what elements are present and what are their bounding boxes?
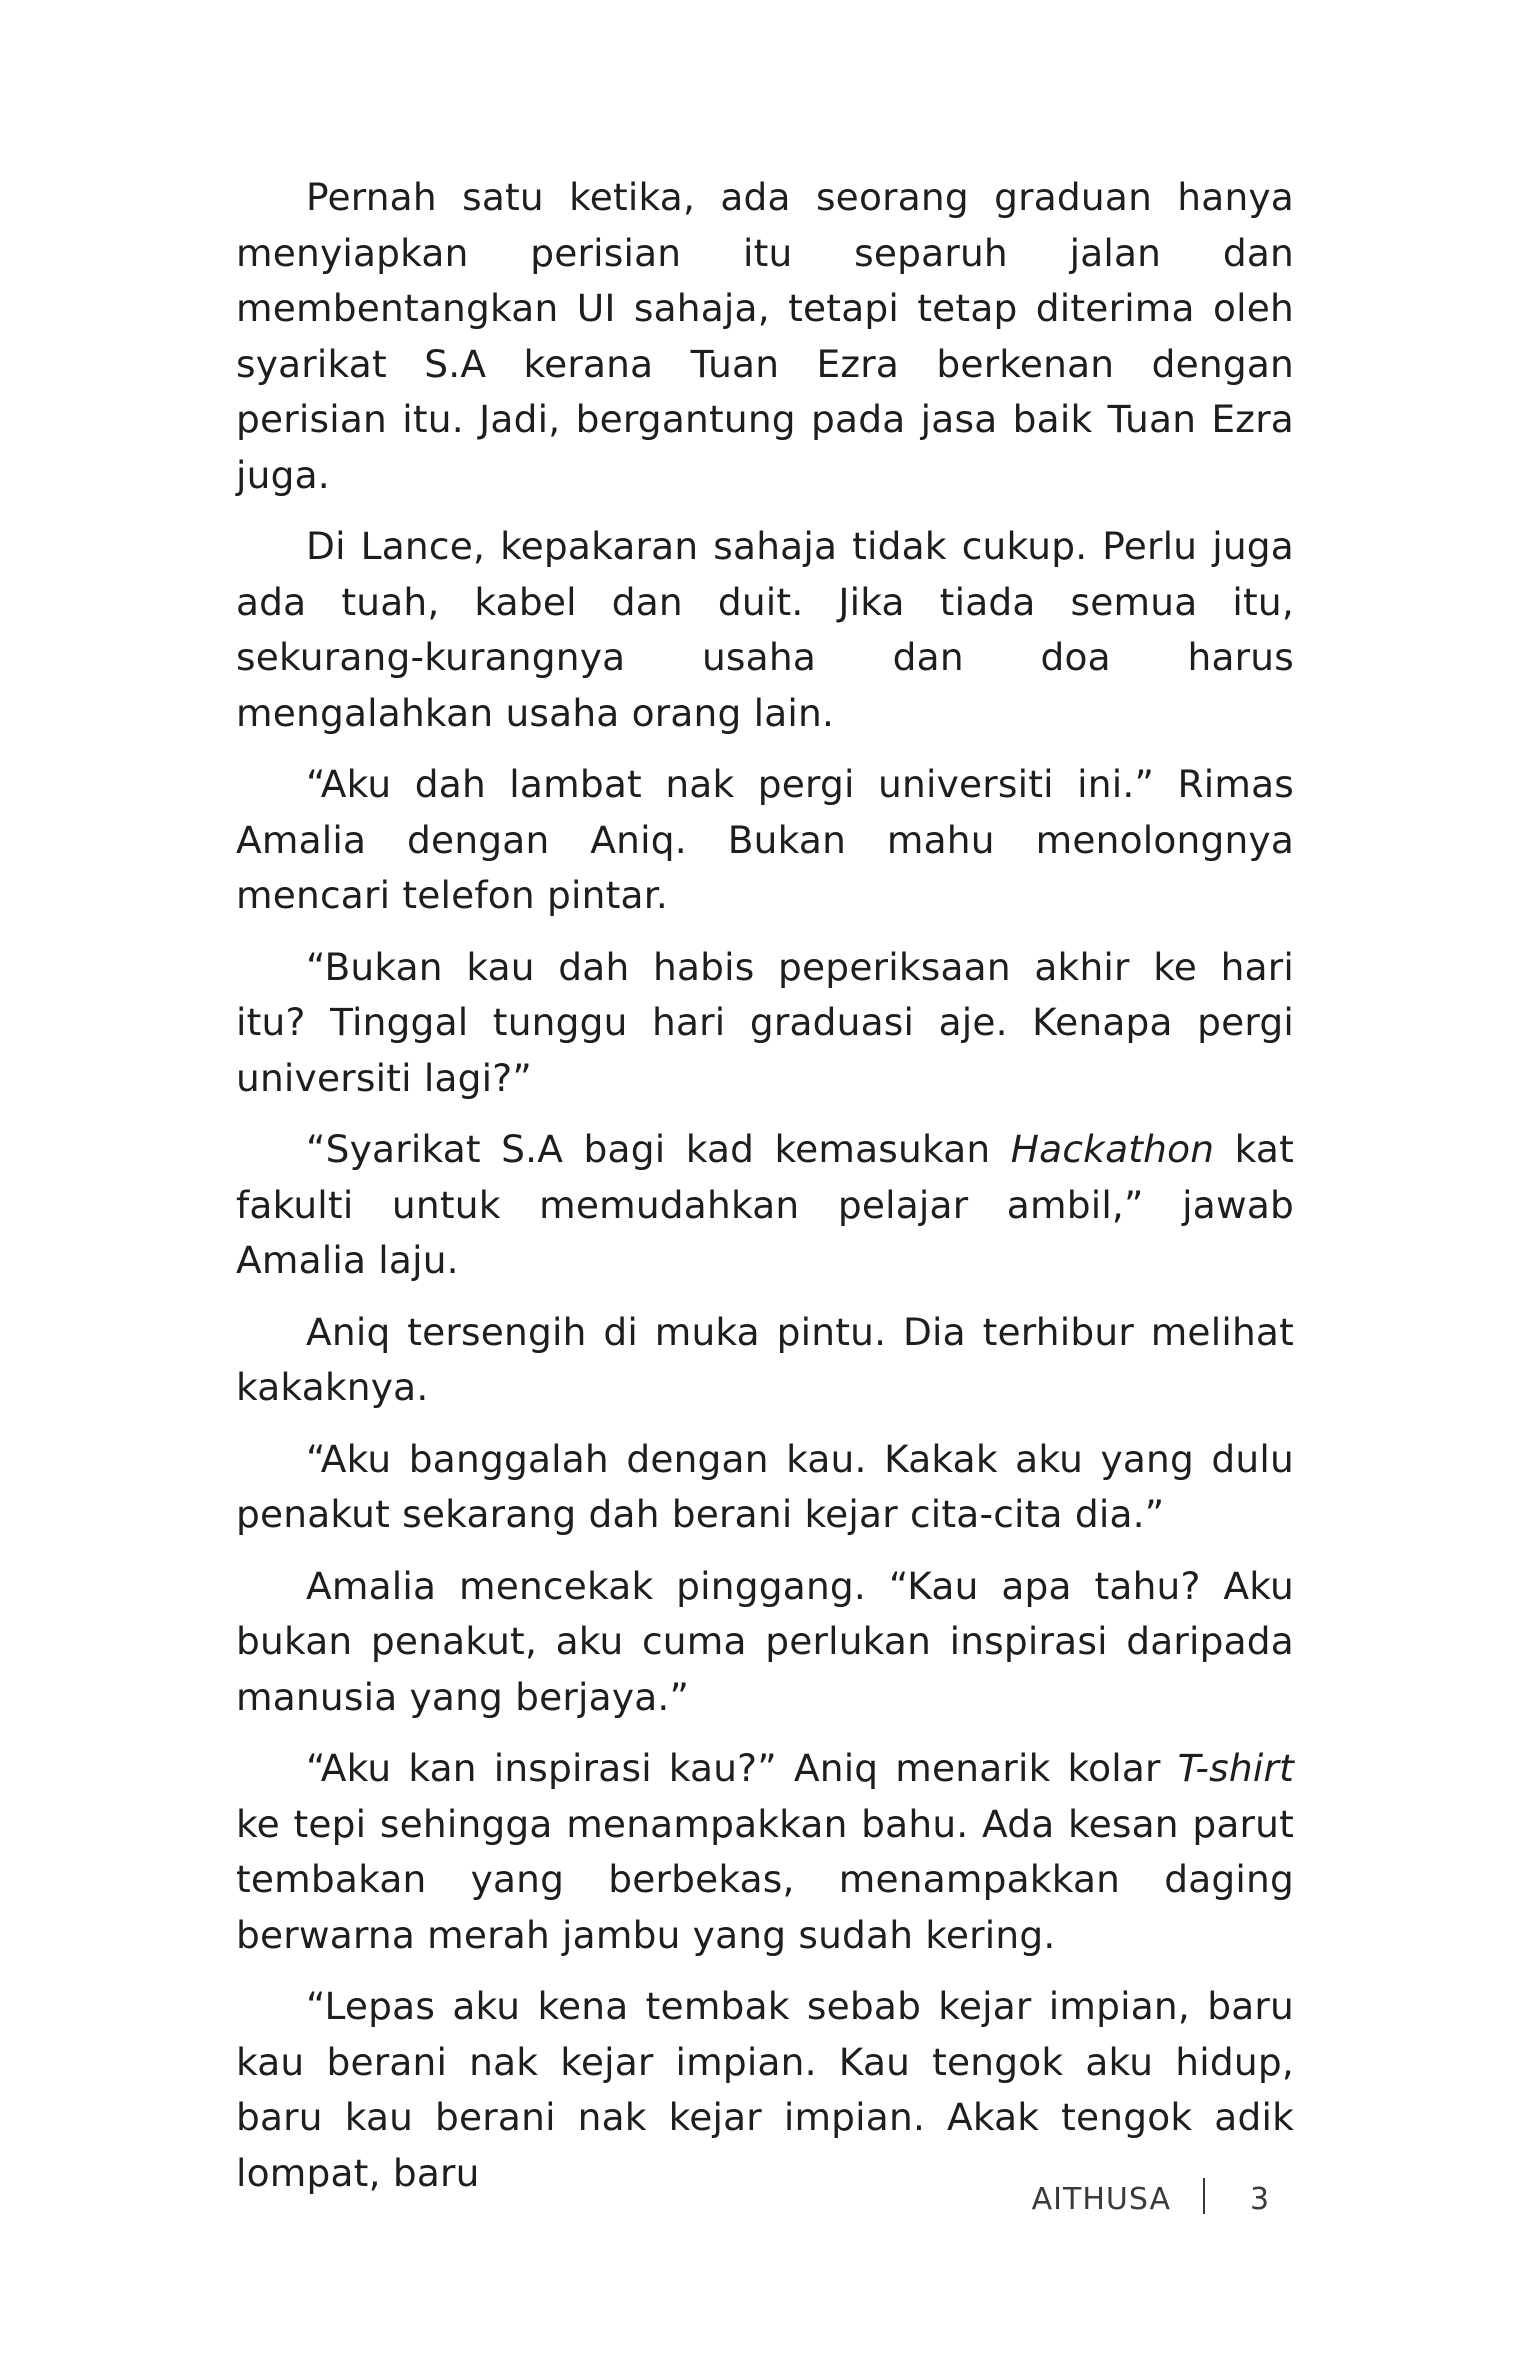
- paragraph: Pernah satu ketika, ada seorang graduan hanya menyiapkan perisian itu separuh jalan dan membentangkan UI sahaja, tetapi tetap diterima oleh syarikat S.A kerana Tuan Ezra berkenan dengan perisian itu. Jadi, bergantung pada jasa baik Tuan Ezra juga.: [236, 175, 1294, 497]
- footer-divider: [1203, 2178, 1205, 2214]
- paragraph: “Lepas aku kena tembak sebab kejar impian, baru kau berani nak kejar impian. Kau tengok aku hidup, baru kau berani nak kejar impian. Akak tengok adik lompat, baru: [236, 1984, 1294, 2195]
- page-body: [236, 170, 1294, 2217]
- paragraph: Amalia mencekak pinggang. “Kau apa tahu? Aku bukan penakut, aku cuma perlukan inspirasi daripada manusia yang berjaya.”: [236, 1563, 1294, 1719]
- paragraph: Aniq tersengih di muka pintu. Dia terhibur melihat kakaknya.: [236, 1309, 1294, 1409]
- paragraph: “Aku dah lambat nak pergi universiti ini.” Rimas Amalia dengan Aniq. Bukan mahu menolongnya mencari telefon pintar.: [236, 762, 1294, 917]
- paragraph: [236, 1741, 1294, 1963]
- paragraph-text: kat fakulti untuk memudahkan pelajar ambil,” jawab Amalia laju.: [236, 1127, 1294, 1282]
- paragraph: “Bukan kau dah habis peperiksaan akhir ke hari itu? Tinggal tunggu hari graduasi aje. Kenapa pergi universiti lagi?”: [236, 944, 1294, 1100]
- page-footer: [0, 2178, 1535, 2222]
- paragraph: [236, 1122, 1294, 1289]
- italic-term: T-shirt: [1177, 1746, 1294, 1790]
- paragraph-text: “Aku kan inspirasi kau?” Aniq menarik kolar: [306, 1746, 1178, 1790]
- paragraph: Di Lance, kepakaran sahaja tidak cukup. Perlu juga ada tuah, kabel dan duit. Jika tiada semua itu, sekurang-kurangnya usaha dan doa harus mengalahkan usaha orang lain.: [236, 524, 1294, 735]
- page-number: 3: [1250, 2182, 1270, 2217]
- book-title: AITHUSA: [1031, 2182, 1171, 2217]
- paragraph: “Aku banggalah dengan kau. Kakak aku yang dulu penakut sekarang dah berani kejar cita-cita dia.”: [236, 1436, 1294, 1536]
- paragraph-text: “Syarikat S.A bagi kad kemasukan: [306, 1127, 1011, 1171]
- paragraph-text: ke tepi sehingga menampakkan bahu. Ada kesan parut tembakan yang berbekas, menampakkan daging berwarna merah jambu yang sudah kering.: [236, 1801, 1294, 1957]
- italic-term: Hackathon: [1010, 1127, 1215, 1171]
